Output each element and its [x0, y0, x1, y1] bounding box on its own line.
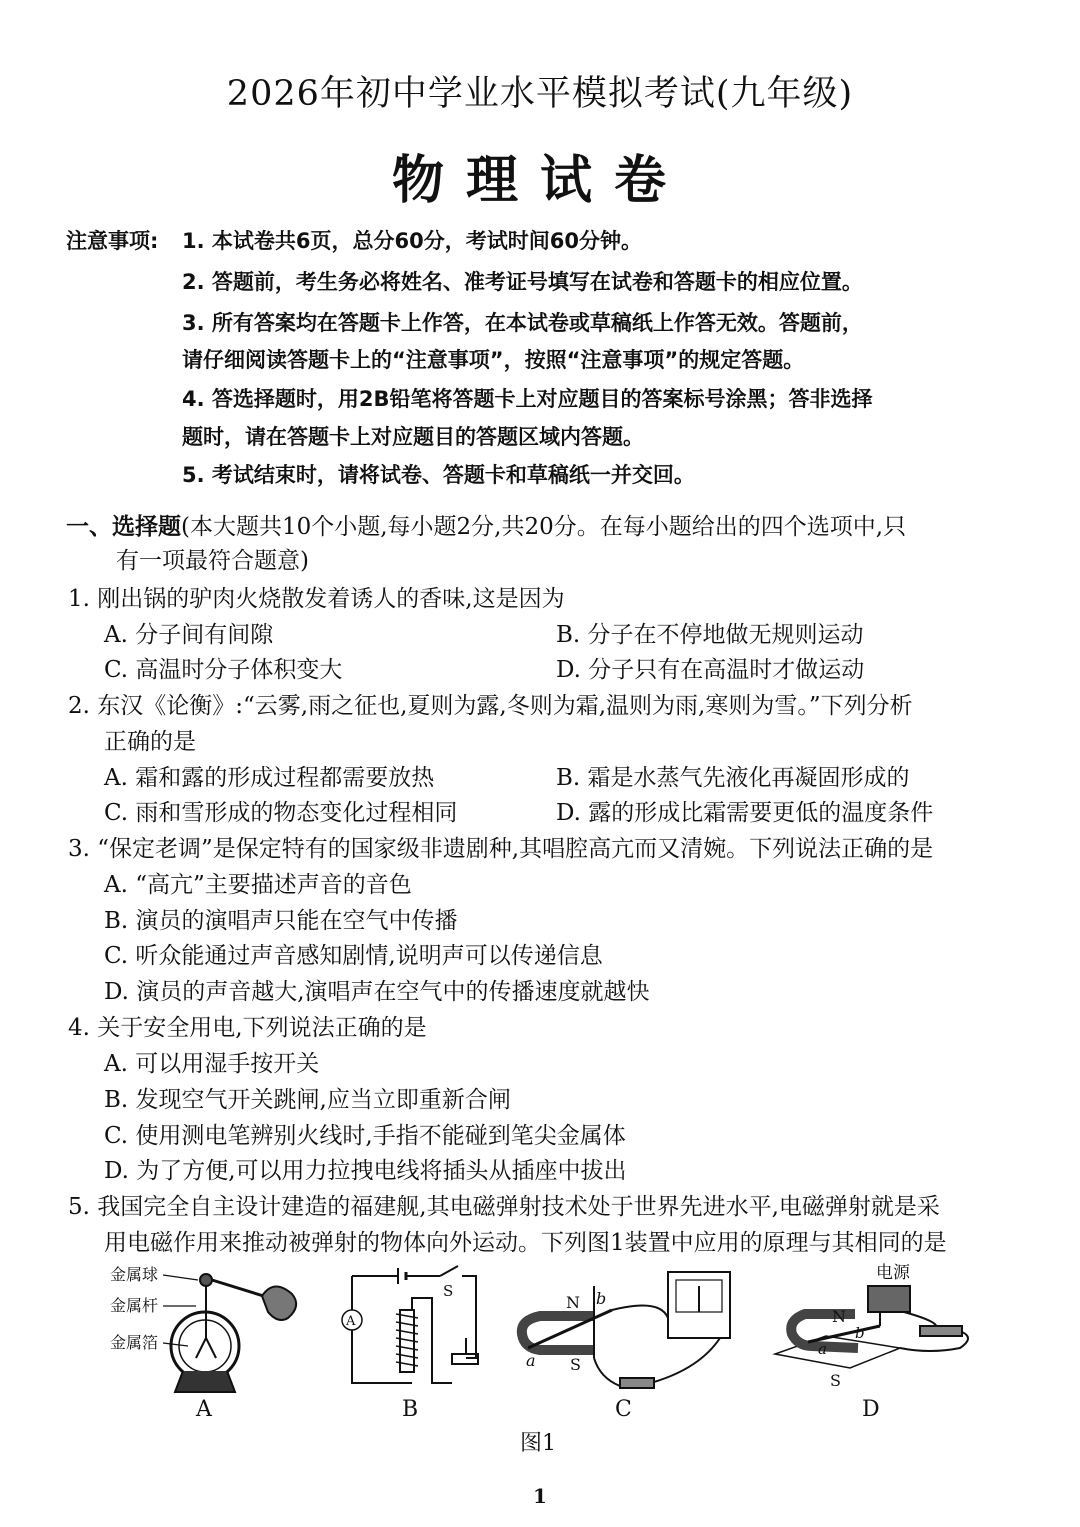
label-ammeter-a: A [346, 1314, 356, 1329]
question-4-option-a: A. 可以用湿手按开关 [104, 1051, 320, 1077]
question-1-stem: 1. 刚出锅的驴肉火烧散发着诱人的香味,这是因为 [68, 586, 565, 612]
question-3-stem: 3. “保定老调”是保定特有的国家级非遗剧种,其唱腔高亢而又清婉。下列说法正确的是 [68, 836, 934, 862]
question-2-option-c: C. 雨和雪形成的物态变化过程相同 [104, 800, 458, 826]
subject-title: 物理试卷 [391, 150, 688, 211]
figure-label-c: C [615, 1397, 632, 1422]
label-metal-rod: 金属杆 [110, 1296, 159, 1315]
figure-label-d: D [862, 1397, 880, 1422]
figure-c-induction [522, 1272, 730, 1388]
question-4-stem: 4. 关于安全用电,下列说法正确的是 [68, 1015, 427, 1041]
question-1-option-c: C. 高温时分子体积变大 [104, 657, 343, 683]
question-5-stem-cont: 用电磁作用来推动被弹射的物体向外运动。下列图1装置中应用的原理与其相同的是 [104, 1230, 947, 1256]
section-description: (本大题共10个小题,每小题2分,共20分。在每小题给出的四个选项中,只 [181, 514, 907, 540]
notice-line: 5. 考试结束时，请将试卷、答题卡和草稿纸一并交回。 [182, 463, 695, 487]
notice-line: 题时，请在答题卡上对应题目的答题区域内答题。 [182, 425, 644, 449]
notice-line: 请仔细阅读答题卡上的“注意事项”，按照“注意事项”的规定答题。 [182, 348, 805, 372]
figure-label-a: A [196, 1397, 212, 1422]
label-c-b: b [596, 1289, 607, 1308]
notice-line: 4. 答选择题时，用2B铅笔将答题卡上对应题目的答案标号涂黑；答非选择 [182, 387, 873, 411]
question-3-option-c: C. 听众能通过声音感知剧情,说明声可以传递信息 [104, 943, 603, 969]
question-1-option-a: A. 分子间有间隙 [104, 622, 274, 648]
question-3-option-d: D. 演员的声音越大,演唱声在空气中的传播速度就越快 [104, 979, 650, 1005]
figure-caption: 图1 [520, 1431, 556, 1456]
label-c-a: a [526, 1351, 536, 1370]
question-4-option-b: B. 发现空气开关跳闸,应当立即重新合闸 [104, 1087, 511, 1113]
figure-b-circuit [342, 1266, 478, 1383]
label-d-a: a [818, 1340, 827, 1358]
question-2-stem: 2. 东汉《论衡》:“云雾,雨之征也,夏则为露,冬则为霜,温则为雨,寒则为雪。”下列分析 [68, 693, 913, 719]
question-2-option-a: A. 霜和露的形成过程都需要放热 [104, 765, 435, 791]
question-1-option-b: B. 分子在不停地做无规则运动 [556, 622, 864, 648]
page-number: 1 [533, 1484, 547, 1508]
notice-line: 2. 答题前，考生务必将姓名、准考证号填写在试卷和答题卡的相应位置。 [182, 270, 863, 294]
label-d-b: b [855, 1324, 865, 1342]
section-heading-label: 一、选择题 [66, 513, 181, 540]
figure-d-motor [775, 1263, 968, 1390]
notice-label: 注意事项: [66, 229, 159, 253]
exam-title: 2026年初中学业水平模拟考试(九年级) [226, 74, 854, 114]
question-4-option-c: C. 使用测电笔辨别火线时,手指不能碰到笔尖金属体 [104, 1123, 626, 1149]
label-d-n: N [832, 1307, 846, 1326]
notice-line: 1. 本试卷共6页，总分60分，考试时间60分钟。 [182, 229, 642, 253]
label-c-s: S [570, 1355, 581, 1374]
question-5-stem: 5. 我国完全自主设计建造的福建舰,其电磁弹射技术处于世界先进水平,电磁弹射就是采 [68, 1194, 940, 1220]
question-2-option-b: B. 霜是水蒸气先液化再凝固形成的 [556, 765, 910, 791]
question-1-option-d: D. 分子只有在高温时才做运动 [556, 657, 865, 683]
question-4-option-d: D. 为了方便,可以用力拉拽电线将插头从插座中拔出 [104, 1158, 627, 1184]
notice-line: 3. 所有答案均在答题卡上作答，在本试卷或草稿纸上作答无效。答题前， [182, 311, 863, 335]
label-metal-ball: 金属球 [110, 1265, 159, 1284]
question-2-stem-cont: 正确的是 [104, 729, 196, 755]
question-3-option-a: A. “高亢”主要描述声音的音色 [104, 872, 412, 898]
label-switch-s: S [443, 1282, 454, 1300]
label-d-s: S [830, 1371, 841, 1390]
figure-label-b: B [402, 1397, 419, 1422]
label-metal-foil: 金属箔 [110, 1333, 159, 1352]
section-heading [66, 508, 906, 541]
question-2-option-d: D. 露的形成比霜需要更低的温度条件 [556, 800, 934, 826]
figure-1 [0, 1258, 1080, 1458]
label-c-n: N [566, 1293, 580, 1312]
section-description-cont: 有一项最符合题意) [116, 548, 309, 574]
figure-a-electroscope [110, 1265, 296, 1392]
question-3-option-b: B. 演员的演唱声只能在空气中传播 [104, 908, 458, 934]
label-power-supply: 电源 [876, 1263, 910, 1283]
